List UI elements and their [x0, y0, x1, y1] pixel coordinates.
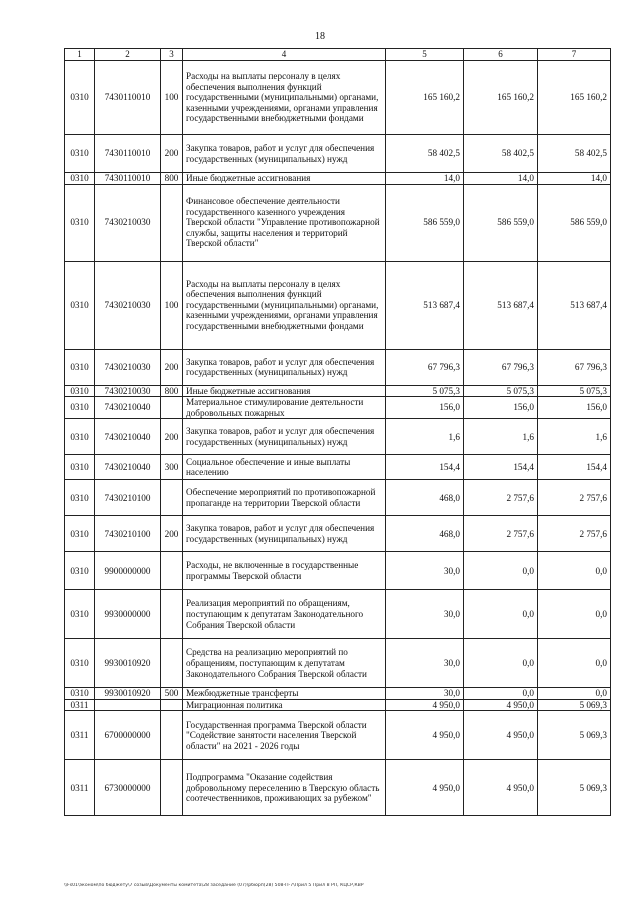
table-row [65, 385, 611, 397]
amount-year1-cell: 30,0 [386, 590, 464, 639]
column-header: 2 [95, 49, 161, 61]
column-header: 3 [161, 49, 183, 61]
amount-year3-cell: 2 757,6 [538, 480, 611, 516]
amount-year1-cell: 468,0 [386, 516, 464, 552]
amount-year1-cell: 154,4 [386, 455, 464, 480]
expense-type-cell: 800 [161, 385, 183, 397]
table-row [65, 516, 611, 552]
item-name-cell: Реализация мероприятий по обращениям, поступающим к депутатам Законодательного Собрания Тверской области [183, 590, 386, 639]
section-code-cell: 0310 [65, 552, 95, 590]
target-code-cell: 7430110010 [95, 135, 161, 173]
table-row [65, 455, 611, 480]
item-name-cell: Средства на реализацию мероприятий по обращениям, поступающим к депутатам Законодательного Собрания Тверской области [183, 639, 386, 688]
amount-year1-cell: 1,6 [386, 419, 464, 455]
column-header: 1 [65, 49, 95, 61]
item-name-cell: Обеспечение мероприятий по противопожарной пропаганде на территории Тверской области [183, 480, 386, 516]
amount-year1-cell: 4 950,0 [386, 699, 464, 711]
item-name-cell: Иные бюджетные ассигнования [183, 385, 386, 397]
item-name-cell: Расходы, не включенные в государственные программы Тверской области [183, 552, 386, 590]
target-code-cell: 7430210030 [95, 349, 161, 385]
budget-table [64, 48, 611, 816]
section-code-cell: 0310 [65, 385, 95, 397]
target-code-cell: 7430210100 [95, 480, 161, 516]
amount-year1-cell: 586 559,0 [386, 184, 464, 261]
amount-year1-cell: 4 950,0 [386, 760, 464, 816]
amount-year3-cell: 2 757,6 [538, 516, 611, 552]
item-name-cell: Закупка товаров, работ и услуг для обеспечения государственных (муниципальных) нужд [183, 516, 386, 552]
amount-year1-cell: 14,0 [386, 173, 464, 185]
target-code-cell: 9930010920 [95, 688, 161, 700]
section-code-cell: 0310 [65, 516, 95, 552]
amount-year3-cell: 5 069,3 [538, 760, 611, 816]
section-code-cell: 0310 [65, 261, 95, 349]
table-row [65, 711, 611, 760]
expense-type-cell: 800 [161, 173, 183, 185]
amount-year3-cell: 586 559,0 [538, 184, 611, 261]
target-code-cell: 9930000000 [95, 590, 161, 639]
target-code-cell: 9900000000 [95, 552, 161, 590]
target-code-cell: 7430110010 [95, 61, 161, 135]
table-row [65, 552, 611, 590]
column-header: 5 [386, 49, 464, 61]
amount-year3-cell: 5 075,3 [538, 385, 611, 397]
section-code-cell: 0310 [65, 590, 95, 639]
target-code-cell: 7430210040 [95, 419, 161, 455]
amount-year2-cell: 156,0 [464, 397, 538, 419]
amount-year3-cell: 154,4 [538, 455, 611, 480]
section-code-cell: 0310 [65, 480, 95, 516]
section-code-cell: 0310 [65, 135, 95, 173]
amount-year2-cell: 5 075,3 [464, 385, 538, 397]
expense-type-cell: 100 [161, 261, 183, 349]
amount-year2-cell: 2 757,6 [464, 516, 538, 552]
expense-type-cell: 200 [161, 516, 183, 552]
page-number: 18 [315, 31, 325, 42]
amount-year1-cell: 4 950,0 [386, 711, 464, 760]
amount-year2-cell: 4 950,0 [464, 711, 538, 760]
amount-year1-cell: 5 075,3 [386, 385, 464, 397]
table-row [65, 397, 611, 419]
amount-year2-cell: 67 796,3 [464, 349, 538, 385]
section-code-cell: 0310 [65, 397, 95, 419]
section-code-cell: 0310 [65, 173, 95, 185]
amount-year2-cell: 0,0 [464, 552, 538, 590]
amount-year1-cell: 513 687,4 [386, 261, 464, 349]
amount-year2-cell: 513 687,4 [464, 261, 538, 349]
amount-year1-cell: 165 160,2 [386, 61, 464, 135]
amount-year3-cell: 0,0 [538, 552, 611, 590]
amount-year3-cell: 14,0 [538, 173, 611, 185]
item-name-cell: Миграционная политика [183, 699, 386, 711]
target-code-cell: 7430210040 [95, 455, 161, 480]
target-code-cell: 7430210030 [95, 385, 161, 397]
target-code-cell: 7430210030 [95, 261, 161, 349]
expense-type-cell [161, 639, 183, 688]
section-code-cell: 0310 [65, 61, 95, 135]
expense-type-cell: 200 [161, 349, 183, 385]
table-row [65, 61, 611, 135]
table-row [65, 173, 611, 185]
section-code-cell: 0311 [65, 760, 95, 816]
section-code-cell: 0311 [65, 699, 95, 711]
item-name-cell: Закупка товаров, работ и услуг для обеспечения государственных (муниципальных) нужд [183, 349, 386, 385]
table-row [65, 699, 611, 711]
target-code-cell: 7430110010 [95, 173, 161, 185]
amount-year2-cell: 0,0 [464, 639, 538, 688]
file-path-footer: \\Fs01\эконом\по бюджету\7 созыв\Документы комитета\28 заседание (07)\рбюрп(28) 508-П-7\Прил 5 Прил 8 РП, КЦСР,КВР [64, 883, 364, 888]
table-row [65, 760, 611, 816]
amount-year2-cell: 586 559,0 [464, 184, 538, 261]
expense-type-cell [161, 552, 183, 590]
item-name-cell: Материальное стимулирование деятельности добровольных пожарных [183, 397, 386, 419]
amount-year2-cell: 2 757,6 [464, 480, 538, 516]
table-row [65, 590, 611, 639]
table-row [65, 480, 611, 516]
table-row [65, 135, 611, 173]
expense-type-cell: 100 [161, 61, 183, 135]
amount-year3-cell: 156,0 [538, 397, 611, 419]
section-code-cell: 0310 [65, 639, 95, 688]
item-name-cell: Подпрограмма "Оказание содействия добровольному переселению в Тверскую область соотечественников, проживающих за рубежом" [183, 760, 386, 816]
amount-year2-cell: 4 950,0 [464, 699, 538, 711]
amount-year3-cell: 1,6 [538, 419, 611, 455]
table-row [65, 261, 611, 349]
amount-year1-cell: 30,0 [386, 639, 464, 688]
item-name-cell: Иные бюджетные ассигнования [183, 173, 386, 185]
item-name-cell: Финансовое обеспечение деятельности государственного казенного учреждения Тверской области "Управление противопожарной службы, защиты населения и территорий Тверской области" [183, 184, 386, 261]
item-name-cell: Межбюджетные трансферты [183, 688, 386, 700]
amount-year3-cell: 0,0 [538, 639, 611, 688]
amount-year3-cell: 5 069,3 [538, 699, 611, 711]
column-header: 4 [183, 49, 386, 61]
table-row [65, 639, 611, 688]
amount-year3-cell: 0,0 [538, 688, 611, 700]
amount-year2-cell: 1,6 [464, 419, 538, 455]
amount-year2-cell: 0,0 [464, 590, 538, 639]
target-code-cell: 6730000000 [95, 760, 161, 816]
section-code-cell: 0310 [65, 349, 95, 385]
expense-type-cell [161, 590, 183, 639]
expense-type-cell: 200 [161, 419, 183, 455]
expense-type-cell: 200 [161, 135, 183, 173]
amount-year3-cell: 67 796,3 [538, 349, 611, 385]
table-row [65, 349, 611, 385]
target-code-cell [95, 699, 161, 711]
amount-year3-cell: 0,0 [538, 590, 611, 639]
expense-type-cell [161, 480, 183, 516]
target-code-cell: 6700000000 [95, 711, 161, 760]
amount-year1-cell: 468,0 [386, 480, 464, 516]
expense-type-cell [161, 711, 183, 760]
amount-year1-cell: 30,0 [386, 552, 464, 590]
table-header-row [65, 49, 611, 61]
amount-year2-cell: 58 402,5 [464, 135, 538, 173]
item-name-cell: Расходы на выплаты персоналу в целях обеспечения выполнения функций государственными (муниципальными) органами, казенными учреждениями, органами управления государственными внебюджетными фондами [183, 261, 386, 349]
section-code-cell: 0310 [65, 419, 95, 455]
target-code-cell: 7430210030 [95, 184, 161, 261]
amount-year1-cell: 30,0 [386, 688, 464, 700]
amount-year3-cell: 513 687,4 [538, 261, 611, 349]
target-code-cell: 9930010920 [95, 639, 161, 688]
section-code-cell: 0310 [65, 184, 95, 261]
amount-year1-cell: 58 402,5 [386, 135, 464, 173]
section-code-cell: 0310 [65, 688, 95, 700]
expense-type-cell [161, 397, 183, 419]
item-name-cell: Закупка товаров, работ и услуг для обеспечения государственных (муниципальных) нужд [183, 419, 386, 455]
item-name-cell: Расходы на выплаты персоналу в целях обеспечения выполнения функций государственными (муниципальными) органами, казенными учреждениями, органами управления государственными внебюджетными фондами [183, 61, 386, 135]
table-row [65, 688, 611, 700]
amount-year2-cell: 154,4 [464, 455, 538, 480]
table-row [65, 184, 611, 261]
amount-year2-cell: 165 160,2 [464, 61, 538, 135]
amount-year2-cell: 0,0 [464, 688, 538, 700]
section-code-cell: 0311 [65, 711, 95, 760]
amount-year3-cell: 58 402,5 [538, 135, 611, 173]
amount-year2-cell: 14,0 [464, 173, 538, 185]
section-code-cell: 0310 [65, 455, 95, 480]
column-header: 7 [538, 49, 611, 61]
amount-year1-cell: 156,0 [386, 397, 464, 419]
item-name-cell: Закупка товаров, работ и услуг для обеспечения государственных (муниципальных) нужд [183, 135, 386, 173]
item-name-cell: Государственная программа Тверской области "Содействие занятости населения Тверской области" на 2021 - 2026 годы [183, 711, 386, 760]
table-row [65, 419, 611, 455]
expense-type-cell [161, 184, 183, 261]
expense-type-cell [161, 760, 183, 816]
column-header: 6 [464, 49, 538, 61]
item-name-cell: Социальное обеспечение и иные выплаты населению [183, 455, 386, 480]
expense-type-cell [161, 699, 183, 711]
expense-type-cell: 500 [161, 688, 183, 700]
amount-year1-cell: 67 796,3 [386, 349, 464, 385]
amount-year3-cell: 165 160,2 [538, 61, 611, 135]
target-code-cell: 7430210100 [95, 516, 161, 552]
amount-year2-cell: 4 950,0 [464, 760, 538, 816]
target-code-cell: 7430210040 [95, 397, 161, 419]
amount-year3-cell: 5 069,3 [538, 711, 611, 760]
expense-type-cell: 300 [161, 455, 183, 480]
